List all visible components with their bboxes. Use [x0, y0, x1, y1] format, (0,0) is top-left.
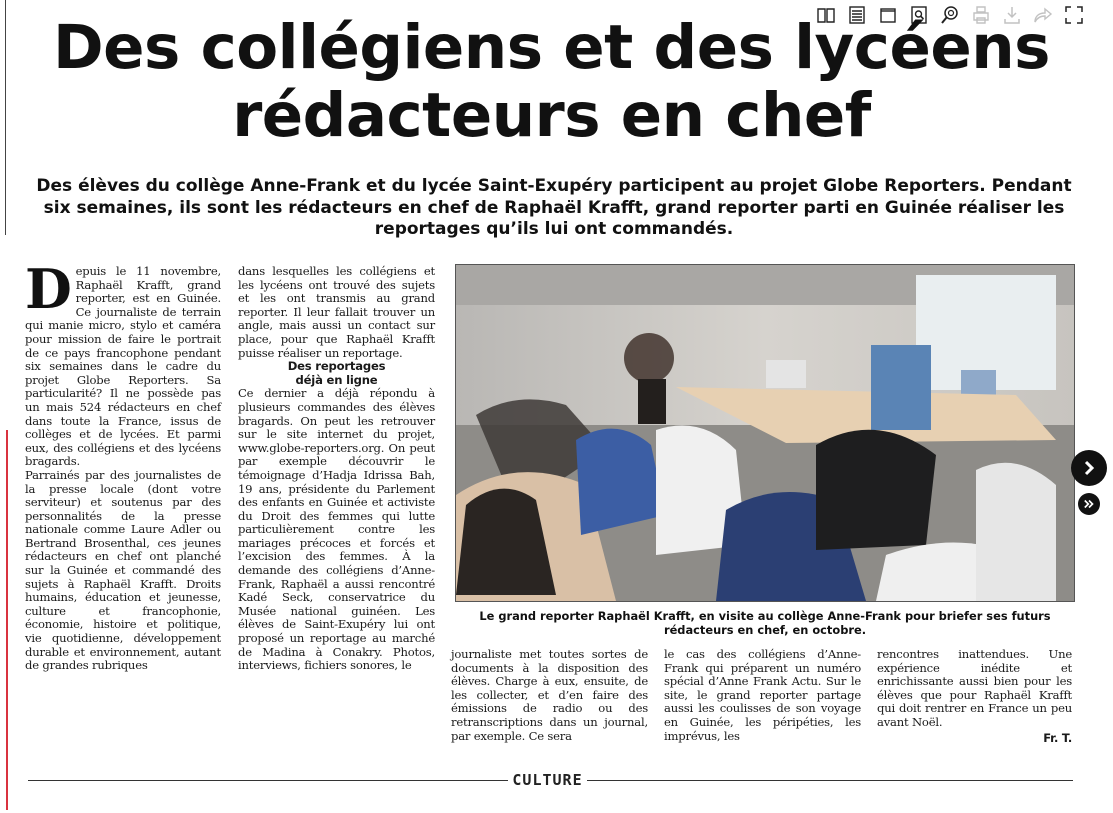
column-1-paragraph-1 — [25, 257, 221, 469]
column-1-paragraph-2: Parrainés par des journalistes de la presse locale (dont votre serviteur) et soutenus par des personnalités de la presse nationale comme Laure Adler ou Bertrand Brosenthal, ces jeunes rédacteurs en chef ont planché sur la Guinée et commandé des sujets à Raphaël Krafft. Droits humains, éducation et jeunesse, culture et francophonie, économie, histoire et politique, vie quotidienne, développement durable et environnement, autant de grandes rubriques — [25, 467, 221, 673]
article-column-5 — [877, 648, 1072, 745]
last-page-button[interactable] — [1078, 493, 1100, 515]
skip-forward-icon — [1082, 497, 1096, 511]
drop-cap: D — [25, 257, 72, 321]
article-column-3 — [451, 648, 648, 743]
rubric-rule-right — [587, 780, 1073, 781]
article-subhead: Des reportages déjà en ligne — [287, 359, 386, 387]
previous-page-edge — [0, 430, 8, 810]
column-5-text: rencontres inattendues. Une expérience inédite et enrichissante aussi bien pour les élèves que pour Raphaël Krafft qui doit rentrer en France un peu avant Noël. — [877, 647, 1072, 729]
column-2-paragraph-2: Ce dernier a déjà répondu à plusieurs commandes des élèves bragards. On peut les retrouver sur le site internet du projet, www.globe-reporters.org. On peut par exemple découvrir le témoignage d’Hadja Idrissa Bah, 19 ans, présidente du Parlement des enfants en Guinée et activiste du Droit des femmes qui lutte particulièrement contre les mariages précoces et forcés et l’excision des femmes. À la demande des collégiens d’Anne-Frank, Raphaël a aussi rencontré Kadé Seck, conservatrice du Musée national guinéen. Les élèves de Saint-Exupéry lui ont proposé un reportage au marché de Madina à Conakry. Photos, interviews, fichiers sonores, le — [238, 386, 435, 673]
article-column-1 — [25, 257, 221, 673]
photo-caption: Le grand reporter Raphaël Krafft, en visite au collège Anne-Frank pour briefer ses futurs rédacteurs en chef, en octobre. — [479, 609, 1051, 637]
page-frame-border — [0, 0, 6, 235]
article-photo — [455, 264, 1075, 602]
article-lead: Des élèves du collège Anne-Frank et du lycée Saint-Exupéry participent au projet Globe Reporters. Pendant six semaines, ils sont les rédacteurs en chef de Raphaël Krafft, grand reporter parti en Guinée réaliser les reportages qu’ils lui ont commandés. — [36, 176, 1072, 239]
column-3-text: journaliste met toutes sortes de documents à la disposition des élèves. Charge à eux, ensuite, de les collecter, et d’en faire des émissions de radio ou des retranscriptions dans un journal, par exemple. Ce sera — [451, 647, 648, 743]
chevron-right-icon — [1079, 458, 1099, 478]
next-page-button[interactable] — [1071, 450, 1107, 486]
column-4-text: le cas des collégiens d’Anne-Frank qui préparent un numéro spécial d’Anne Frank Actu. Sur le site, le grand reporter partage aussi les coulisses de son voyage en Guinée, les péripéties, les imprévus, les — [664, 647, 861, 743]
article-headline: Des collégiens et des lycéens rédacteurs en chef — [53, 12, 1050, 151]
article-column-2 — [238, 265, 435, 673]
rubric-rule-left — [28, 780, 508, 781]
article-column-4 — [664, 648, 861, 743]
author-signature: Fr. T. — [1043, 730, 1072, 745]
column-1-paragraph-1-text: epuis le 11 novembre, Raphaël Krafft, grand reporter, est en Guinée. Ce journaliste de terrain qui manie micro, stylo et caméra pour mission de faire le portrait de ce pays francophone pendant six semaines dans le cadre du projet Globe Reporters. Sa particularité? Il ne possède pas un mais 524 rédacteurs en chef dans toute la France, issus de collèges et de lycées. Et parmi eux, des collégiens et des lycéens bragards. — [25, 264, 221, 469]
column-2-paragraph-1: dans lesquelles les collégiens et les lycéens ont trouvé des sujets et les ont transmis au grand reporter. Il leur fallait trouver un angle, mais aussi un contact sur place, pour que Raphaël Krafft puisse réaliser un reportage. — [238, 264, 435, 360]
section-rubric: CULTURE — [512, 771, 583, 789]
